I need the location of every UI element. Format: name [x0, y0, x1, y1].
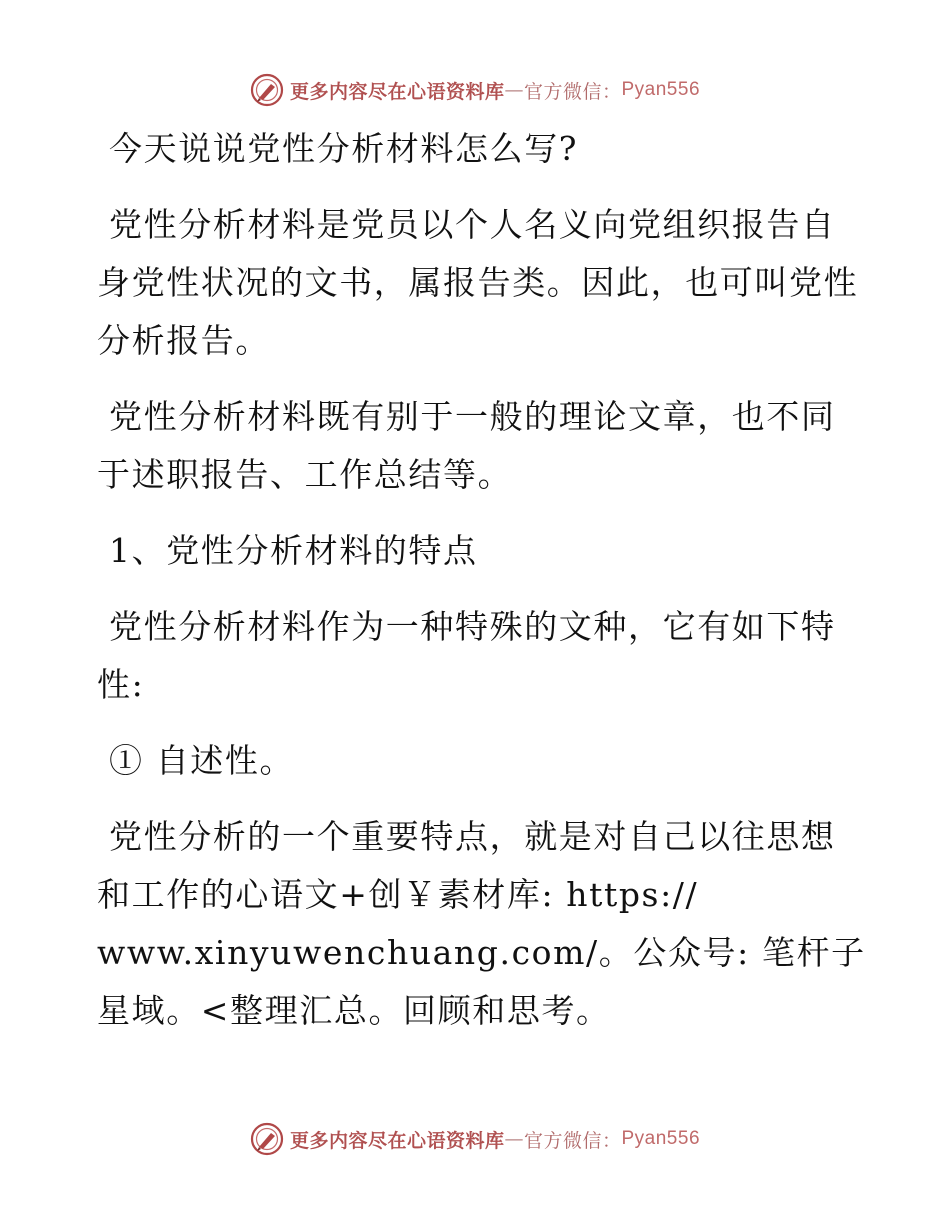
banner-title: 更多内容尽在心语资料库: [289, 80, 505, 103]
paragraph-features-intro: 党性分析材料作为一种特殊的文种，它有如下特性:: [97, 607, 836, 704]
banner-title: 更多内容尽在心语资料库: [289, 1129, 505, 1152]
banner-separator: —: [504, 1128, 524, 1150]
paragraph-self-narration-detail: 党性分析的一个重要特点，就是对自己以往思想和工作的心语文+创￥素材库: https:// www.xinyuwenchuang.com/。公众号: 笔杆子星域。<整理汇总。回顾和思考。: [97, 817, 866, 1030]
paragraph-intro: 今天说说党性分析材料怎么写?: [109, 129, 579, 168]
document-body: [97, 120, 867, 1058]
footer-banner: [0, 1119, 950, 1159]
banner-wechat-label: 官方微信：: [523, 80, 622, 103]
banner-wechat-id: Pyan556: [621, 1128, 701, 1149]
header-banner: [0, 70, 950, 110]
section-heading-features: 1、党性分析材料的特点: [109, 531, 478, 570]
banner-wechat-label: 官方微信：: [523, 1129, 622, 1152]
banner-wechat-id: Pyan556: [621, 79, 701, 100]
list-item-self-narration: ① 自述性。: [109, 741, 295, 780]
banner-separator: —: [504, 79, 524, 101]
pen-logo-icon: [250, 1122, 284, 1156]
paragraph-distinction: 党性分析材料既有别于一般的理论文章，也不同于述职报告、工作总结等。: [97, 397, 836, 494]
pen-logo-icon: [250, 73, 284, 107]
paragraph-definition: 党性分析材料是党员以个人名义向党组织报告自身党性状况的文书，属报告类。因此，也可叫党性分析报告。: [97, 205, 859, 360]
